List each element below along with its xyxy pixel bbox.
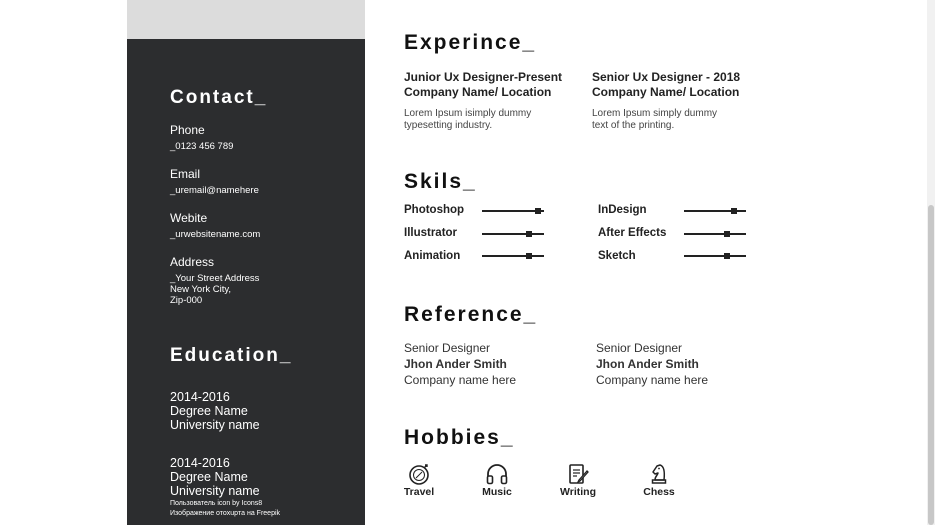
skill-slider[interactable] [684, 229, 746, 239]
hobby-travel [389, 463, 449, 498]
job-position: Senior Ux Designer - 2018 [592, 70, 741, 84]
skill-label: Photoshop [404, 204, 465, 216]
education-university: University name [170, 484, 260, 498]
education-university: University name [170, 418, 260, 432]
credit-line: Пользователь icon by Icons8 [170, 500, 263, 507]
job-description [592, 108, 717, 132]
education-title: Education_ [170, 345, 293, 366]
job-desc-line: Lorem Ipsum simply dummy [592, 108, 718, 119]
hobby-chess [629, 463, 689, 498]
skill-slider[interactable] [482, 229, 544, 239]
slider-knob[interactable] [535, 208, 541, 214]
job-desc-line: typesetting industry. [404, 120, 493, 131]
reference-name: Jhon Ander Smith [596, 357, 699, 371]
job-desc-line: text of the printing. [592, 120, 675, 131]
left-header-block [127, 0, 365, 39]
slider-track [684, 233, 746, 235]
email-value: _uremail@namehere [170, 185, 259, 196]
reference-company: Company name here [596, 373, 709, 387]
headphones-icon [485, 463, 509, 485]
reference-role: Senior Designer [404, 341, 491, 355]
contact-title: Contact_ [170, 87, 268, 108]
skill-slider[interactable] [482, 206, 544, 216]
email-label: Email [170, 167, 201, 181]
education-entry [170, 390, 260, 432]
job-position: Junior Ux Designer-Present [404, 70, 563, 84]
reference-card [596, 340, 708, 388]
slider-track [684, 255, 746, 257]
education-entry [170, 456, 260, 498]
website-value: _urwebsitename.com [170, 229, 261, 240]
job-title [592, 70, 740, 99]
hobby-writing [548, 463, 608, 498]
skill-label: Illustrator [404, 227, 458, 239]
education-degree: Degree Name [170, 404, 248, 418]
education-years: 2014-2016 [170, 456, 230, 470]
phone-label: Phone [170, 123, 205, 137]
job-company: Company Name/ Location [592, 84, 740, 99]
reference-title: Reference_ [404, 303, 538, 326]
job-title [404, 70, 562, 99]
education-years: 2014-2016 [170, 390, 230, 404]
skill-slider[interactable] [684, 206, 746, 216]
website-label: Webite [170, 211, 208, 225]
phone-value: _0123 456 789 [170, 141, 234, 152]
compass-icon [407, 463, 431, 485]
credit-line: Изображение отохupта на Freepik [170, 509, 281, 517]
skills-title: Skils_ [404, 170, 477, 193]
hobby-label: Chess [643, 486, 675, 498]
slider-track [684, 210, 746, 212]
reference-name: Jhon Ander Smith [404, 357, 507, 371]
address-value [170, 273, 259, 306]
slider-track [482, 255, 544, 257]
page-scrollbar[interactable] [927, 0, 935, 525]
skill-label: After Effects [598, 227, 667, 239]
address-line: Zip-000 [170, 295, 203, 306]
hobby-music [467, 463, 527, 498]
slider-knob[interactable] [526, 231, 532, 237]
notepad-pencil-icon [566, 463, 590, 485]
job-description [404, 108, 531, 132]
job-company: Company Name/ Location [404, 84, 552, 99]
reference-company: Company name here [404, 373, 517, 387]
hobbies-title: Hobbies_ [404, 426, 515, 449]
slider-knob[interactable] [526, 253, 532, 259]
skill-label: Animation [404, 250, 461, 262]
slider-knob[interactable] [724, 231, 730, 237]
slider-knob[interactable] [731, 208, 737, 214]
address-line: New York City, [170, 284, 232, 295]
image-credits [170, 499, 280, 518]
skill-label: Sketch [598, 250, 636, 262]
hobby-label: Music [482, 486, 512, 498]
job-desc-line: Lorem Ipsum isimply dummy [404, 108, 532, 119]
experience-title: Experince_ [404, 31, 537, 54]
education-degree: Degree Name [170, 470, 248, 484]
hobby-label: Writing [560, 486, 596, 498]
skill-label: InDesign [598, 204, 647, 216]
address-label: Address [170, 255, 215, 269]
slider-track [482, 233, 544, 235]
chess-knight-icon [647, 463, 671, 485]
reference-card [404, 340, 516, 388]
reference-role: Senior Designer [596, 341, 683, 355]
scrollbar-thumb[interactable] [928, 205, 934, 525]
slider-knob[interactable] [724, 253, 730, 259]
hobby-label: Travel [403, 486, 435, 498]
skill-slider[interactable] [482, 251, 544, 261]
skill-slider[interactable] [684, 251, 746, 261]
left-sidebar [127, 39, 365, 525]
address-line: _Your Street Address [170, 273, 260, 284]
